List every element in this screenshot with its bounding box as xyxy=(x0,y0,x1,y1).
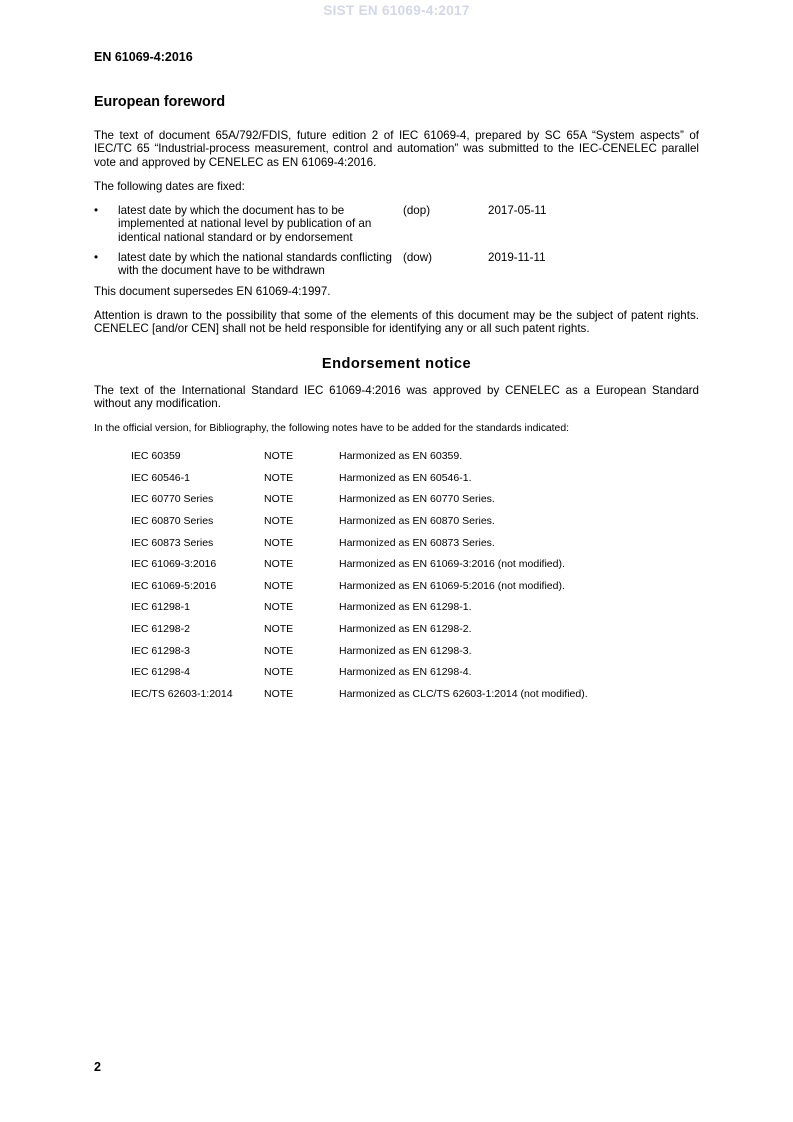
note-text: Harmonized as EN 60770 Series. xyxy=(339,493,495,506)
note-label: NOTE xyxy=(264,558,294,571)
standard-ref: IEC 60770 Series xyxy=(131,493,214,506)
note-label: NOTE xyxy=(264,601,294,614)
standard-ref: IEC/TS 62603-1:2014 xyxy=(131,687,233,700)
date-description: latest date by which the document has to be implemented at national level by publication of an identical national standard or by endorsement xyxy=(118,204,372,244)
date-item-dow xyxy=(94,251,699,278)
page-number: 2 xyxy=(94,1060,101,1074)
standard-ref: IEC 61298-4 xyxy=(131,666,190,679)
note-label: NOTE xyxy=(264,515,294,528)
note-label: NOTE xyxy=(264,687,294,700)
notes-table-row xyxy=(131,446,588,468)
notes-intro: In the official version, for Bibliography, the following notes have to be added for the standards indicated: xyxy=(94,423,569,435)
attention-paragraph: Attention is drawn to the possibility that some of the elements of this document may be the subject of patent rights. CENELEC [and/or CEN] shall not be held responsible for identifying any or all such patent rights. xyxy=(94,308,699,336)
date-abbreviation: (dop) xyxy=(403,204,431,218)
notes-table xyxy=(131,446,588,705)
note-label: NOTE xyxy=(264,471,294,484)
note-label: NOTE xyxy=(264,644,294,657)
note-label: NOTE xyxy=(264,450,294,463)
watermark: SIST EN 61069-4:2017 xyxy=(323,3,470,18)
note-label: NOTE xyxy=(264,579,294,592)
note-text: Harmonized as EN 61298-3. xyxy=(339,644,472,657)
note-text: Harmonized as EN 61069-5:2016 (not modified). xyxy=(339,579,565,592)
notes-table-row xyxy=(131,641,588,663)
standard-ref: IEC 60359 xyxy=(131,450,181,463)
document-id: EN 61069-4:2016 xyxy=(94,50,193,64)
notes-table-row xyxy=(131,489,588,511)
dates-list xyxy=(94,204,699,277)
standard-ref: IEC 60873 Series xyxy=(131,536,214,549)
foreword-title: European foreword xyxy=(94,94,226,110)
date-item-dop xyxy=(94,204,699,244)
note-text: Harmonized as EN 60873 Series. xyxy=(339,536,495,549)
standard-ref: IEC 60546-1 xyxy=(131,471,190,484)
note-label: NOTE xyxy=(264,493,294,506)
page-content xyxy=(94,94,699,705)
notes-table-row xyxy=(131,468,588,490)
notes-table-row xyxy=(131,576,588,598)
note-label: NOTE xyxy=(264,623,294,636)
notes-table-row xyxy=(131,511,588,533)
standard-ref: IEC 61298-2 xyxy=(131,623,190,636)
notes-table-row xyxy=(131,619,588,641)
notes-table-row xyxy=(131,533,588,555)
standard-ref: IEC 61298-1 xyxy=(131,601,190,614)
date-value: 2017-05-11 xyxy=(488,204,547,218)
note-text: Harmonized as EN 61298-4. xyxy=(339,666,472,679)
note-text: Harmonized as EN 60546-1. xyxy=(339,471,472,484)
bullet-icon: • xyxy=(94,251,99,265)
endorsement-paragraph: The text of the International Standard IEC 61069-4:2016 was approved by CENELEC as a European Standard without any modification. xyxy=(94,383,699,410)
notes-table-row xyxy=(131,597,588,619)
bullet-icon: • xyxy=(94,204,99,218)
date-value: 2019-11-11 xyxy=(488,251,546,265)
standard-ref: IEC 60870 Series xyxy=(131,515,214,528)
supersedes-paragraph: This document supersedes EN 61069-4:1997. xyxy=(94,284,331,298)
date-abbreviation: (dow) xyxy=(403,251,432,265)
note-text: Harmonized as EN 60870 Series. xyxy=(339,515,495,528)
note-text: Harmonized as CLC/TS 62603-1:2014 (not modified). xyxy=(339,687,588,700)
notes-table-row xyxy=(131,662,588,684)
endorsement-title: Endorsement notice xyxy=(321,355,472,372)
dates-intro: The following dates are fixed: xyxy=(94,179,245,193)
standard-ref: IEC 61069-3:2016 xyxy=(131,558,217,571)
standard-ref: IEC 61298-3 xyxy=(131,644,190,657)
note-text: Harmonized as EN 61298-2. xyxy=(339,623,472,636)
note-text: Harmonized as EN 61298-1. xyxy=(339,601,472,614)
notes-table-row xyxy=(131,684,588,706)
standard-ref: IEC 61069-5:2016 xyxy=(131,579,217,592)
foreword-paragraph: The text of document 65A/792/FDIS, future edition 2 of IEC 61069-4, prepared by SC 65A “System aspects” of IEC/TC 65 “Industrial-process measurement, control and automation” was submitted to the IEC-CENELEC parallel vote and approved by CENELEC as EN 61069-4:2016. xyxy=(94,129,699,169)
note-label: NOTE xyxy=(264,666,294,679)
notes-table-row xyxy=(131,554,588,576)
note-label: NOTE xyxy=(264,536,294,549)
date-description: latest date by which the national standards conflicting with the document have to be withdrawn xyxy=(118,251,392,278)
note-text: Harmonized as EN 60359. xyxy=(339,450,463,463)
note-text: Harmonized as EN 61069-3:2016 (not modified). xyxy=(339,558,565,571)
